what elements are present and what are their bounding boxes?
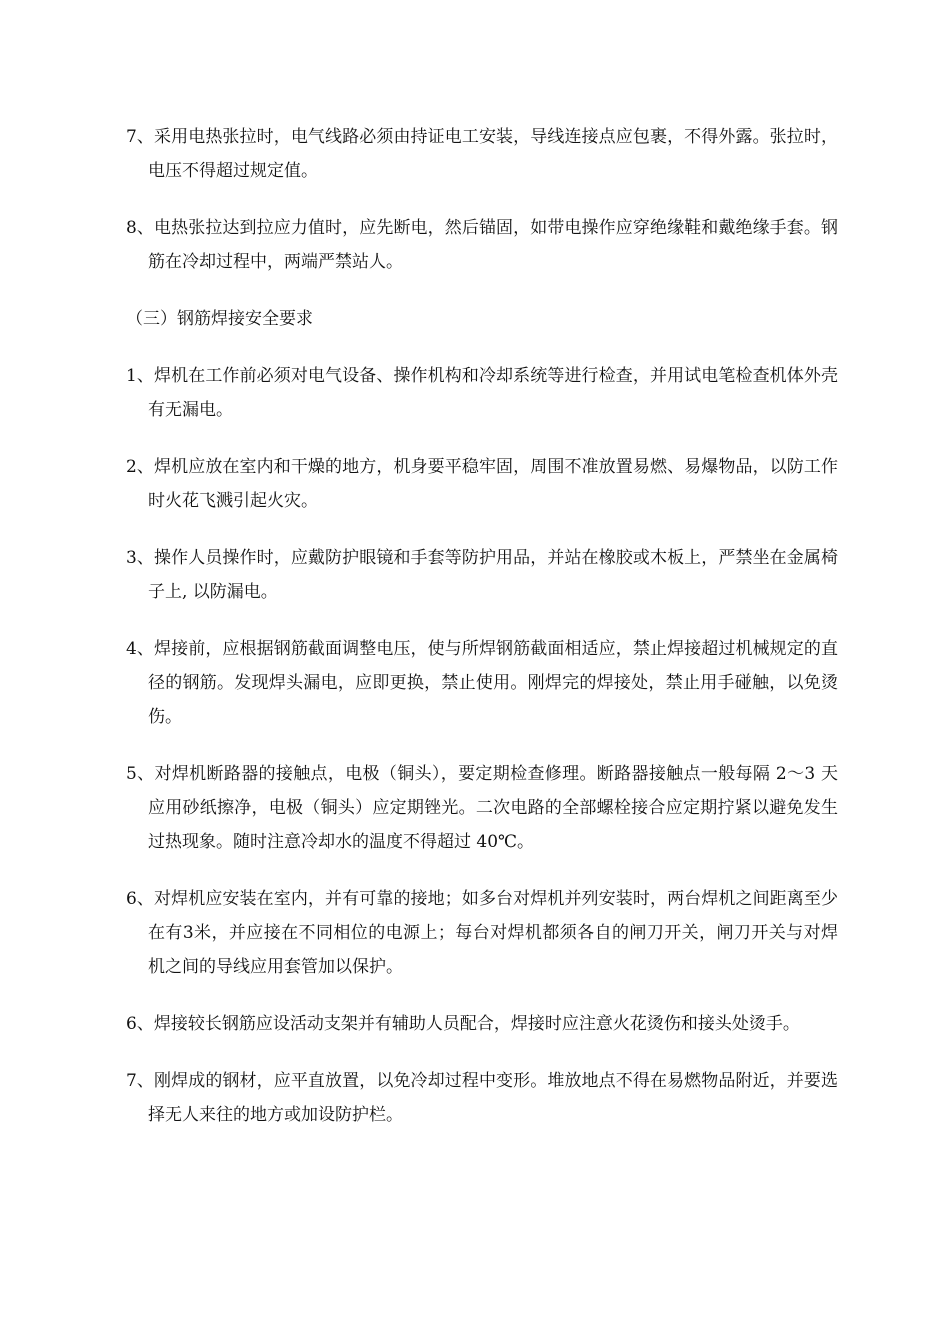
section-heading-welding-safety: （三）钢筋焊接安全要求: [126, 309, 313, 329]
list-item-6-long-rebar: 6、焊接较长钢筋应设活动支架并有辅助人员配合，焊接时应注意火花烫伤和接头处烫手。: [126, 1014, 800, 1034]
list-item-6-installation: 6、对焊机应安装在室内，并有可靠的接地；如多台对焊机并列安装时，两台焊机之间距离至少在有3米，并应接在不同相位的电源上；每台对焊机都须各自的闸刀开关，闸刀开关与对焊机之间的导线应用套管加以保护。: [126, 889, 838, 977]
list-item-7-electric-tensioning: 7、采用电热张拉时，电气线路必须由持证电工安装，导线连接点应包裹，不得外露。张拉时，电压不得超过规定值。: [126, 127, 838, 181]
list-item-3-protective-gear: 3、操作人员操作时，应戴防护眼镜和手套等防护用品，并站在橡胶或木板上，严禁坐在金属椅子上, 以防漏电。: [126, 548, 838, 602]
list-item-8-anchoring: 8、电热张拉达到拉应力值时，应先断电，然后锚固，如带电操作应穿绝缘鞋和戴绝缘手套。钢筋在冷却过程中，两端严禁站人。: [126, 218, 838, 272]
document-body: [126, 120, 838, 1155]
list-item-1-inspection: 1、焊机在工作前必须对电气设备、操作机构和冷却系统等进行检查，并用试电笔检查机体外壳有无漏电。: [126, 366, 838, 420]
list-item-2-placement: 2、焊机应放在室内和干燥的地方，机身要平稳牢固，周围不准放置易燃、易爆物品，以防工作时火花飞溅引起火灾。: [126, 457, 838, 511]
list-item-7-storage: 7、刚焊成的钢材，应平直放置，以免冷却过程中变形。堆放地点不得在易燃物品附近，并要选择无人来往的地方或加设防护栏。: [126, 1071, 838, 1125]
list-item-5-maintenance: 5、对焊机断路器的接触点，电极（铜头），要定期检查修理。断路器接触点一般每隔 2～3 天应用砂纸擦净，电极（铜头）应定期锉光。二次电路的全部螺栓接合应定期拧紧以避免发生过热现象。随时注意冷却水的温度不得超过 40℃。: [126, 764, 838, 852]
list-item-4-voltage-adjustment: 4、焊接前，应根据钢筋截面调整电压，使与所焊钢筋截面相适应，禁止焊接超过机械规定的直径的钢筋。发现焊头漏电，应即更换，禁止使用。刚焊完的焊接处，禁止用手碰触，以免烫伤。: [126, 639, 838, 727]
